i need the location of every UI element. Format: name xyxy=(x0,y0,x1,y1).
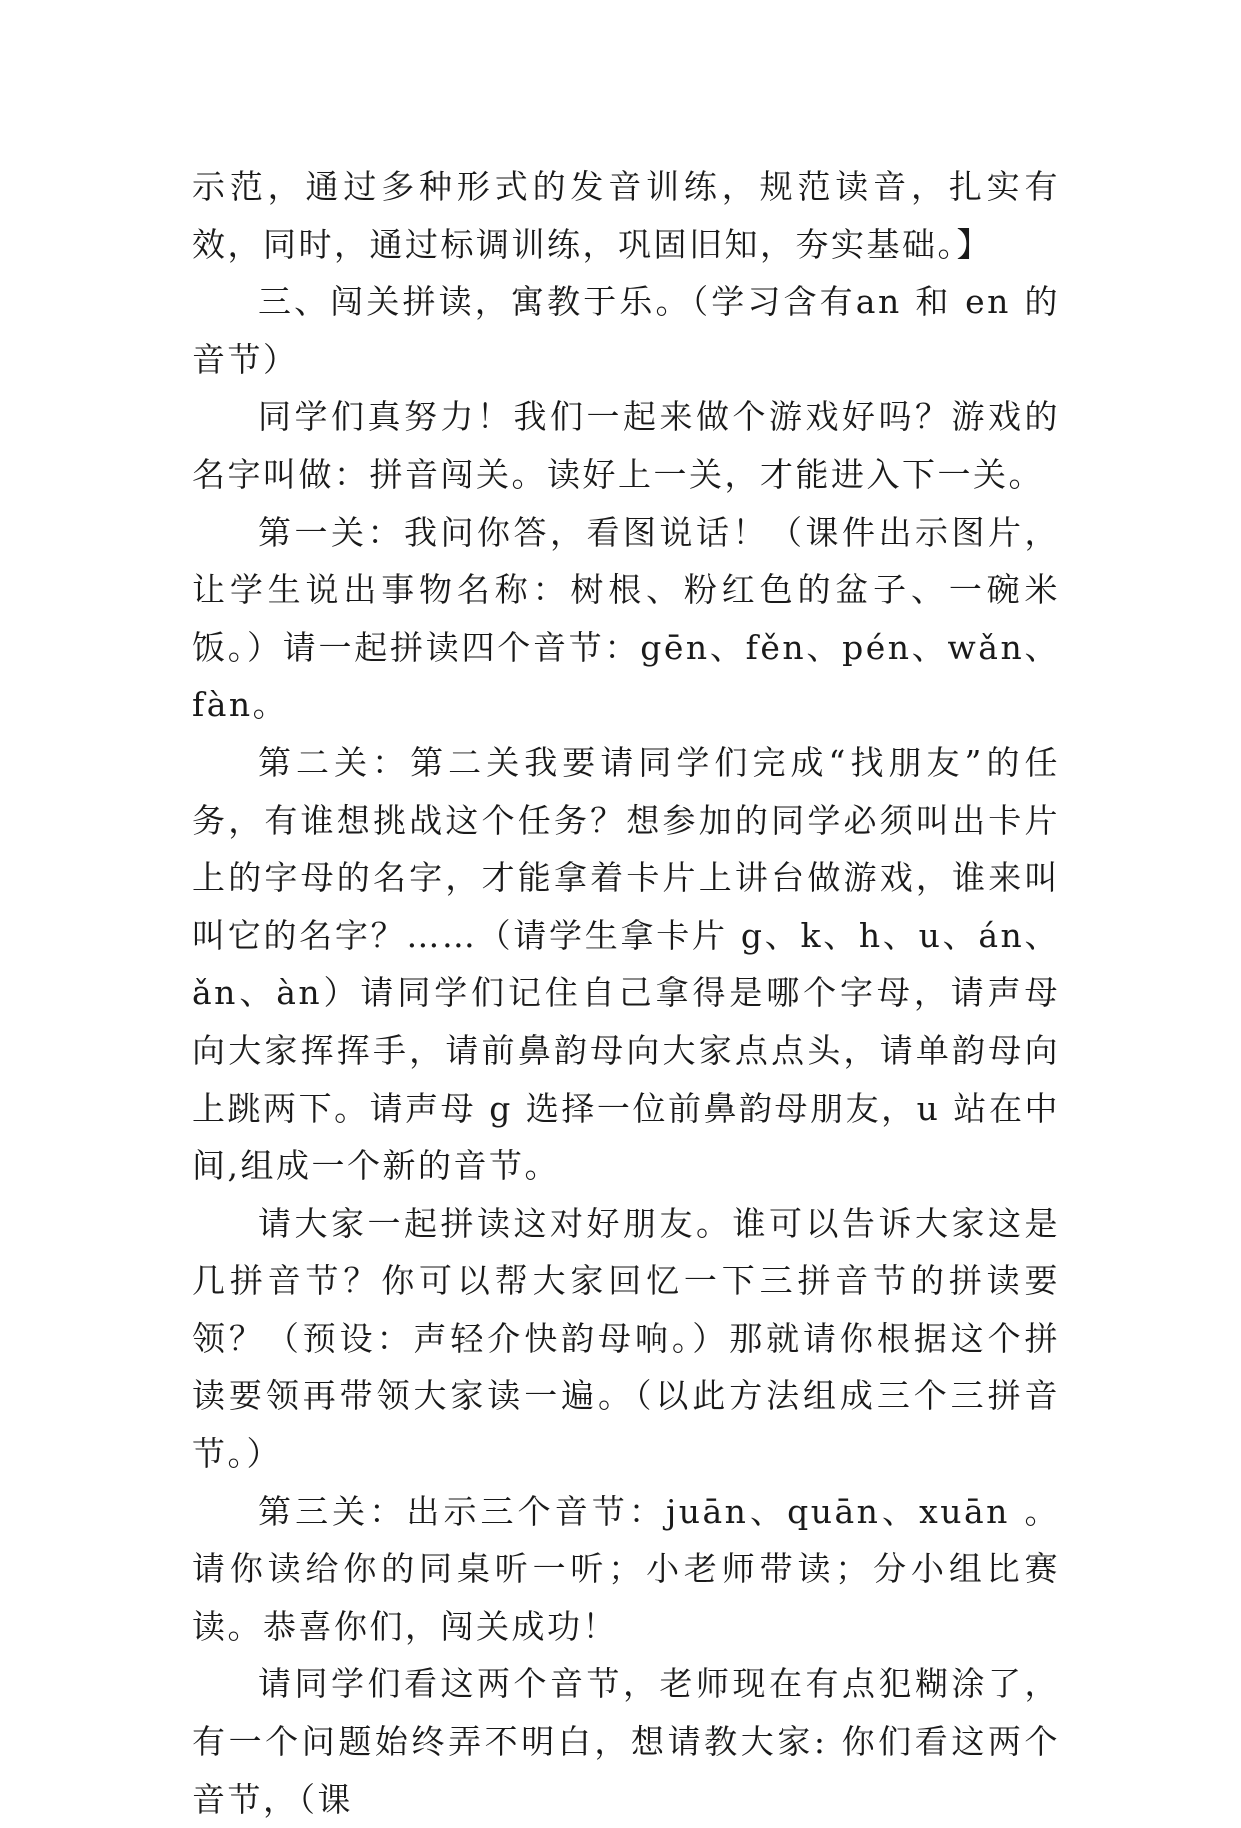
paragraph: 请大家一起拼读这对好朋友。谁可以告诉大家这是几拼音节？你可以帮大家回忆一下三拼音节的拼读要领？（预设：声轻介快韵母响。）那就请你根据这个拼读要领再带领大家读一遍。（以此方法组成三个三拼音节。） xyxy=(192,1203,1060,1474)
paragraph: 第一关：我问你答，看图说话！（课件出示图片，让学生说出事物名称：树根、粉红色的盆子、一碗米饭。）请一起拼读四个音节：gēn、fěn、pén、wǎn、fàn。 xyxy=(192,512,1060,725)
paragraph: 第三关：出示三个音节：juān、quān、xuān 。请你读给你的同桌听一听；小老师带读；分小组比赛读。恭喜你们，闯关成功！ xyxy=(192,1491,1060,1646)
paragraph-continuation: 示范，通过多种形式的发音训练，规范读音，扎实有效，同时，通过标调训练，巩固旧知，夯实基础。】 xyxy=(192,167,1060,264)
section-heading: 三、闯关拼读，寓教于乐。（学习含有an 和 en 的音节） xyxy=(192,282,1060,379)
paragraph: 同学们真努力！我们一起来做个游戏好吗？游戏的名字叫做：拼音闯关。读好上一关，才能进入下一关。 xyxy=(192,397,1060,494)
paragraph: 请同学们看这两个音节，老师现在有点犯糊涂了，有一个问题始终弄不明白，想请教大家: 你们看这两个音节，（课 xyxy=(192,1664,1060,1819)
paragraph: 第二关：第二关我要请同学们完成“找朋友”的任务，有谁想挑战这个任务？想参加的同学必须叫出卡片上的字母的名字，才能拿着卡片上讲台做游戏，谁来叫叫它的名字？……（请学生拿卡片 g、k、h、u、án、ǎn、àn）请同学们记住自己拿得是哪个字母，请声母向大家挥挥手，请前鼻韵母向大家点点头，请单韵母向上跳两下。请声母 g 选择一位前鼻韵母朋友，u 站在中间,组成一个新的音节。 xyxy=(192,742,1060,1186)
document-body xyxy=(192,158,1060,1828)
